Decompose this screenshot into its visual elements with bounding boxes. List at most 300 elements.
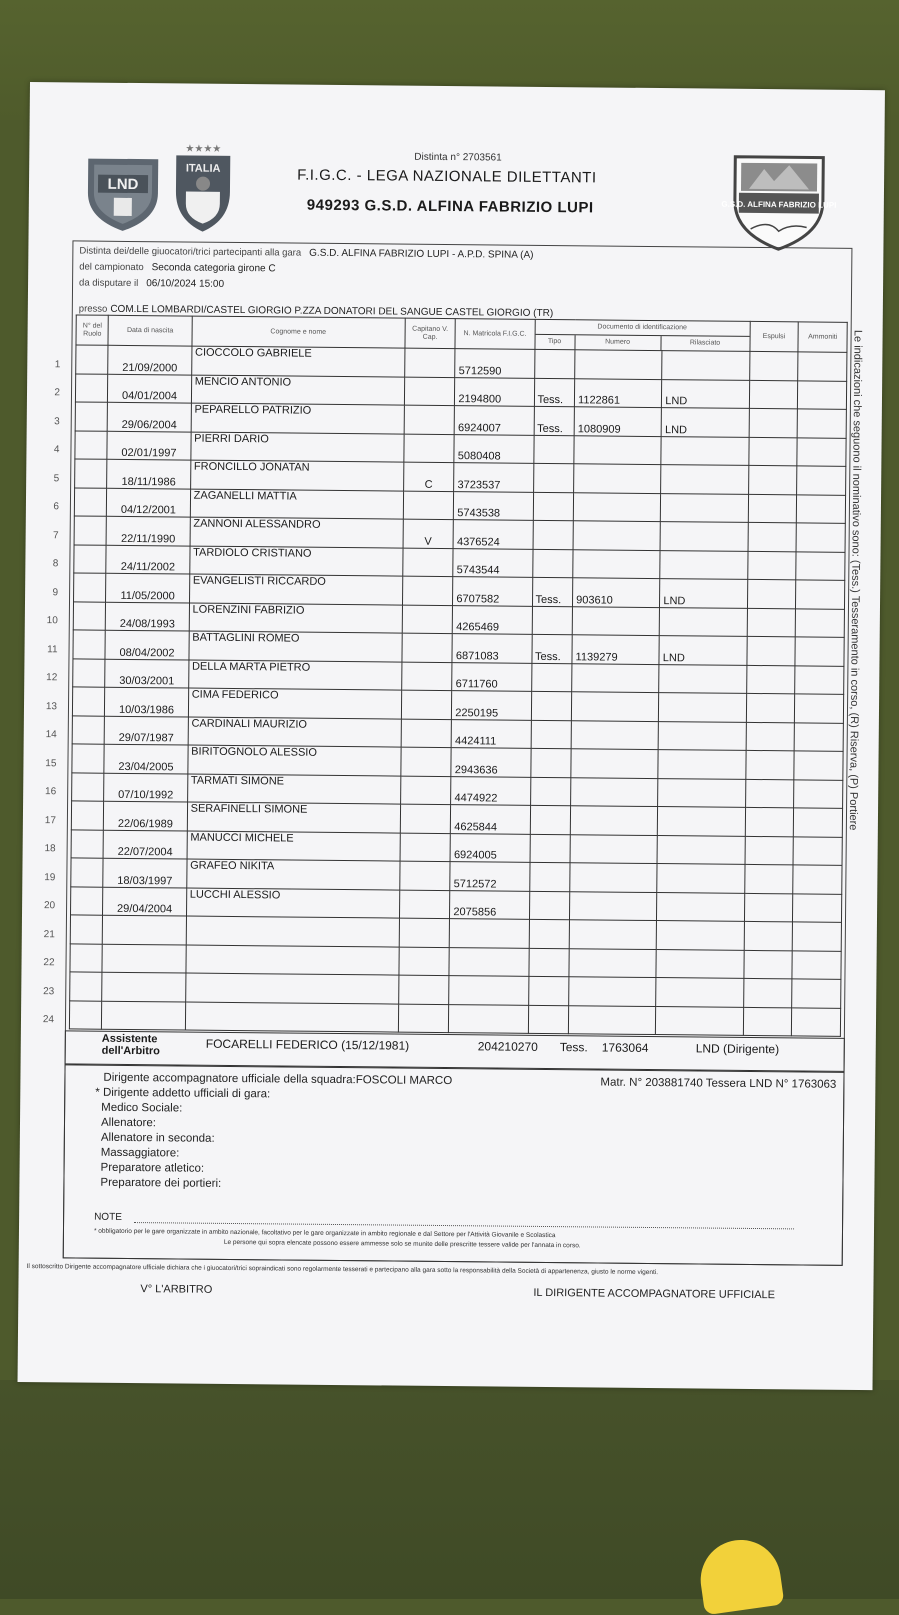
doc-numero [570, 834, 658, 863]
player-name: MANUCCI MICHELE [187, 831, 400, 862]
dirigente-signature-label: IL DIRIGENTE ACCOMPAGNATORE UFFICIALE [533, 1286, 776, 1302]
row-number: 7 [53, 529, 59, 542]
player-name: TARDIOLO CRISTIANO [189, 546, 402, 577]
matricola: 5080408 [454, 434, 533, 463]
allenatore2-line: Allenatore in seconda: [100, 1131, 215, 1145]
col-nome: Cognome e nome [192, 316, 405, 348]
ammoniti-cell [794, 808, 843, 837]
doc-tipo [530, 834, 571, 863]
captain-mark [399, 918, 450, 947]
player-name [185, 1002, 398, 1033]
doc-rilasciato [657, 892, 745, 921]
doc-tipo [530, 777, 571, 806]
matricola: 5743538 [454, 491, 533, 520]
captain-mark [404, 434, 455, 463]
matricola: 5712572 [450, 862, 529, 891]
birth-date: 18/03/1997 [103, 858, 186, 887]
rownum-cell [53, 487, 107, 516]
doc-tipo [528, 1005, 569, 1034]
ammoniti-cell [794, 751, 843, 780]
birth-date: 02/01/1997 [107, 431, 190, 460]
side-note: Le indicazioni che seguono il nominativo sono: (Tess.) Tesseramento in corso, (R) Riserva, (P) Portiere [846, 329, 864, 831]
allenatore-line: Allenatore: [100, 1116, 157, 1130]
fineprint-3: Il sottoscritto Dirigente accompagnatore ufficiale dichiara che i giuocatori/trici sopraindicati sono regolarmente tesserati e partecipano alla gara sotto la responsabilità della Società di appartenenza, giusto le norme vigenti. [26, 1263, 659, 1277]
matricola: 2943636 [451, 748, 530, 777]
rownum-cell [52, 544, 107, 573]
matricola: 6924005 [450, 833, 529, 862]
birth-date: 30/03/2001 [105, 659, 188, 688]
ammoniti-cell [798, 380, 847, 409]
rownum-cell [43, 886, 104, 915]
doc-tipo [533, 463, 574, 492]
ammoniti-cell [793, 836, 842, 865]
birth-date: 29/04/2004 [103, 887, 186, 916]
captain-mark [399, 861, 450, 890]
rownum-cell [45, 687, 105, 716]
player-name: EVANGELISTI RICCARDO [189, 574, 402, 605]
doc-tipo [531, 691, 572, 720]
doc-numero [570, 891, 658, 920]
row-number: 20 [43, 900, 56, 912]
matricola: 6707582 [453, 577, 532, 606]
doc-tipo [530, 805, 571, 834]
birth-date: 22/06/1989 [104, 801, 187, 830]
dirigente-line: Dirigente accompagnatore ufficiale della squadra:FOSCOLI MARCO [103, 1071, 453, 1088]
assistente-num: 1763064 [601, 1040, 649, 1055]
row-number: 5 [53, 472, 60, 485]
birth-date: 18/11/1986 [107, 459, 190, 488]
doc-tipo [531, 720, 572, 749]
row-number: 10 [46, 615, 58, 627]
ammoniti-cell [793, 893, 842, 922]
row-number: 14 [45, 729, 57, 741]
captain-mark [404, 405, 455, 434]
captain-mark [400, 833, 451, 862]
matricola: 3723537 [454, 463, 533, 492]
matricola: 2194800 [455, 377, 534, 406]
birth-date: 23/04/2005 [104, 744, 187, 773]
espulsi-cell [747, 579, 796, 608]
row-number: 3 [54, 415, 60, 428]
doc-numero [569, 920, 657, 949]
matricola [449, 976, 528, 1005]
players-table [42, 314, 848, 1036]
espulsi-cell [745, 779, 794, 808]
club-logo [721, 151, 837, 252]
espulsi-cell [743, 1007, 792, 1036]
birth-date: 07/10/1992 [104, 773, 187, 802]
captain-mark [401, 662, 452, 691]
doc-tipo: Tess. [534, 406, 575, 435]
doc-tipo [533, 492, 574, 521]
rownum-cell [54, 402, 108, 431]
captain-mark [403, 491, 454, 520]
ammoniti-cell [793, 865, 842, 894]
player-name: MENCIO ANTONIO [191, 375, 404, 406]
captain-mark: C [403, 462, 454, 491]
birth-date: 04/01/2004 [108, 374, 191, 403]
massaggiatore-line: Massaggiatore: [100, 1146, 180, 1160]
birth-date [102, 972, 185, 1001]
doc-numero [573, 521, 661, 550]
row-number: 17 [44, 814, 56, 827]
doc-rilasciato [659, 693, 747, 722]
birth-date: 29/06/2004 [108, 402, 191, 431]
captain-mark [400, 776, 451, 805]
captain-mark [401, 747, 452, 776]
matricola: 6711760 [452, 662, 531, 691]
doc-tipo: Tess. [532, 577, 573, 606]
player-name: DELLA MARTA PIETRO [188, 660, 401, 691]
row-number: 8 [52, 558, 59, 570]
captain-mark [402, 548, 453, 577]
birth-date: 21/09/2000 [108, 345, 191, 374]
espulsi-cell [744, 921, 793, 950]
doc-numero [571, 749, 659, 778]
doc-tipo [529, 862, 570, 891]
captain-mark [404, 377, 455, 406]
doc-tipo [531, 663, 572, 692]
col-ammoniti: Ammoniti [798, 322, 847, 352]
captain-mark [398, 975, 449, 1004]
rownum-cell [44, 858, 104, 887]
matricola: 2250195 [452, 691, 531, 720]
row-number: 23 [43, 985, 55, 998]
doc-numero [574, 464, 662, 493]
doc-rilasciato: LND [662, 379, 750, 408]
lnd-logo-text: LND [107, 175, 139, 194]
player-name: ZANNONI ALESSANDRO [190, 517, 403, 548]
rownum-cell [52, 573, 107, 602]
doc-numero [572, 663, 660, 692]
row-number: 18 [44, 843, 56, 855]
rownum-cell [43, 943, 103, 972]
espulsi-cell [743, 950, 792, 979]
doc-rilasciato [656, 949, 744, 978]
espulsi-cell [743, 978, 792, 1007]
espulsi-cell [745, 836, 794, 865]
col-tipo: Tipo [535, 335, 575, 349]
rownum-cell [42, 1000, 102, 1029]
campionato-value: Seconda categoria girone C [151, 262, 276, 275]
rownum-cell [54, 373, 108, 402]
gara-line: Distinta dei/delle giuocatori/trici partecipanti alla gara G.S.D. ALFINA FABRIZIO LUPI - A.P.D. SPINA (A) [79, 245, 534, 261]
rownum-cell [45, 772, 105, 801]
rownum-cell [54, 345, 109, 374]
ammoniti-cell [792, 950, 841, 979]
captain-mark [399, 890, 450, 919]
doc-numero [570, 863, 658, 892]
espulsi-cell [744, 893, 793, 922]
doc-numero: 1122861 [574, 378, 662, 407]
doc-tipo: Tess. [534, 378, 575, 407]
birth-date: 08/04/2002 [105, 630, 188, 659]
doc-numero [571, 720, 659, 749]
player-name: SERAFINELLI SIMONE [187, 802, 400, 833]
birth-date: 11/05/2000 [106, 573, 189, 602]
team-title: 949293 G.S.D. ALFINA FABRIZIO LUPI [306, 196, 594, 217]
matricola [450, 919, 529, 948]
espulsi-cell [744, 864, 793, 893]
doc-rilasciato [661, 465, 749, 494]
doc-tipo [529, 919, 570, 948]
player-name: LUCCHI ALESSIO [186, 888, 399, 919]
rownum-cell [45, 715, 105, 744]
ammoniti-cell [795, 694, 844, 723]
row-number: 16 [45, 786, 57, 798]
col-rilasciato: Rilasciato [689, 339, 721, 347]
espulsi-cell [747, 551, 796, 580]
birth-date: 22/07/2004 [104, 830, 187, 859]
captain-mark [398, 1004, 449, 1033]
ammoniti-cell [794, 779, 843, 808]
doc-rilasciato [660, 550, 748, 579]
doc-tipo [533, 520, 574, 549]
row-number: 11 [47, 643, 58, 656]
doc-rilasciato [662, 351, 750, 380]
portieri-line: Preparatore dei portieri: [100, 1176, 222, 1190]
captain-mark [401, 719, 452, 748]
rownum-cell [44, 829, 104, 858]
doc-numero: 1139279 [572, 635, 660, 664]
italia-logo [172, 141, 235, 234]
espulsi-cell [748, 522, 797, 551]
doc-rilasciato [658, 750, 746, 779]
birth-date: 04/12/2001 [107, 488, 190, 517]
matricola: 4265469 [453, 605, 532, 634]
doc-numero [570, 806, 658, 835]
doc-rilasciato [656, 1006, 744, 1035]
doc-numero [572, 606, 660, 635]
campionato-line: del campionato Seconda categoria girone C [79, 261, 276, 275]
player-name [185, 973, 398, 1004]
ammoniti-cell [792, 1007, 841, 1036]
ammoniti-cell [795, 608, 844, 637]
ammoniti-cell [795, 665, 844, 694]
player-name [186, 916, 399, 947]
ammoniti-cell [798, 352, 847, 381]
doc-numero [569, 948, 657, 977]
row-number: 24 [42, 1014, 55, 1026]
assistente-ril: LND (Dirigente) [695, 1041, 780, 1057]
player-name: LORENZINI FABRIZIO [189, 603, 402, 634]
col-ruolo: N° del Ruolo [76, 315, 109, 345]
rownum-cell [53, 516, 107, 545]
captain-mark [400, 804, 451, 833]
doc-tipo [532, 606, 573, 635]
assistente-mat: 204210270 [477, 1039, 538, 1054]
italia-logo-text: ITALIA [185, 162, 221, 175]
doc-tipo [532, 549, 573, 578]
matricola: 4625844 [451, 805, 530, 834]
player-name: GRAFEO NIKITA [186, 859, 399, 890]
doc-rilasciato: LND [659, 636, 747, 665]
rownum-cell [44, 801, 104, 830]
doc-rilasciato [658, 778, 746, 807]
matricola: 4376524 [453, 520, 532, 549]
ammoniti-cell [796, 551, 845, 580]
captain-mark [401, 690, 452, 719]
col-documento-label: Documento di identificazione [535, 320, 749, 337]
rownum-cell [43, 972, 103, 1001]
matricola: 6924007 [455, 406, 534, 435]
svg-text:★★★★: ★★★★ [185, 143, 222, 155]
col-numero: Numero [575, 335, 661, 350]
ammoniti-cell [797, 494, 846, 523]
row-number: 21 [43, 928, 55, 941]
data-value: 06/10/2024 15:00 [146, 278, 225, 290]
captain-mark [402, 576, 453, 605]
doc-rilasciato [658, 807, 746, 836]
player-name: BIRITOGNOLO ALESSIO [187, 745, 400, 776]
espulsi-cell [746, 722, 795, 751]
matricola: 6871083 [452, 634, 531, 663]
player-name: ZAGANELLI MATTIA [190, 489, 403, 520]
doc-numero [574, 435, 662, 464]
doc-tipo [530, 748, 571, 777]
doc-tipo [533, 435, 574, 464]
player-name: PIERRI DARIO [191, 432, 404, 463]
row-number: 9 [52, 586, 59, 599]
birth-date: 22/11/1990 [107, 516, 190, 545]
birth-date: 24/11/2002 [106, 545, 189, 574]
ammoniti-cell [792, 922, 841, 951]
doc-tipo: Tess. [531, 634, 572, 663]
captain-mark [404, 348, 455, 377]
ammoniti-cell [796, 523, 845, 552]
ammoniti-cell [797, 409, 846, 438]
figc-title: F.I.G.C. - LEGA NAZIONALE DILETTANTI [297, 166, 597, 187]
doc-rilasciato: LND [661, 408, 749, 437]
rownum-cell [45, 744, 105, 773]
espulsi-cell [745, 807, 794, 836]
doc-tipo [529, 891, 570, 920]
col-nascita: Data di nascita [108, 315, 191, 346]
col-espulsi: Espulsi [749, 321, 798, 351]
player-name: FRONCILLO JONATAN [190, 460, 403, 491]
doc-tipo [528, 976, 569, 1005]
ammoniti-cell [797, 466, 846, 495]
doc-numero [571, 692, 659, 721]
birth-date [103, 915, 186, 944]
lnd-logo [84, 153, 163, 234]
assistente-label: Assistente dell'Arbitro [101, 1032, 160, 1058]
espulsi-cell [749, 380, 798, 409]
medico-line: Medico Sociale: [101, 1101, 183, 1115]
matricola: 5712590 [455, 349, 534, 378]
note-label: NOTE [94, 1211, 122, 1223]
gara-value: G.S.D. ALFINA FABRIZIO LUPI - A.P.D. SPINA (A) [309, 247, 534, 261]
col-matricola: N. Matricola F.I.G.C. [455, 319, 534, 350]
presso-value: COM.LE LOMBARDI/CASTEL GIORGIO P.ZZA DONATORI DEL SANGUE CASTEL GIORGIO (TR) [110, 303, 554, 320]
espulsi-cell [746, 665, 795, 694]
row-number: 1 [54, 359, 61, 371]
doc-rilasciato [657, 864, 745, 893]
captain-mark [399, 947, 450, 976]
rownum-cell [47, 630, 106, 659]
ammoniti-cell [792, 979, 841, 1008]
matricola: 2075856 [450, 890, 529, 919]
doc-rilasciato [658, 721, 746, 750]
birth-date: 29/07/1987 [105, 716, 188, 745]
col-capitano: Capitano V. Cap. [405, 318, 456, 348]
doc-numero [568, 1005, 656, 1034]
birth-date [102, 944, 185, 973]
birth-date: 10/03/1986 [105, 687, 188, 716]
club-logo-text: G.S.D. ALFINA FABRIZIO LUPI [721, 199, 837, 210]
rownum-cell [46, 601, 106, 630]
fineprint-2: Le persone qui sopra elencate possono essere ammesse solo se munite delle prescritte tessere valide per l'annata in corso. [223, 1238, 581, 1250]
doc-rilasciato [661, 493, 749, 522]
rownum-cell [53, 459, 108, 488]
ammoniti-cell [797, 437, 846, 466]
player-name: BATTAGLINI ROMEO [189, 631, 402, 662]
doc-rilasciato [659, 664, 747, 693]
doc-rilasciato [660, 522, 748, 551]
espulsi-cell [748, 465, 797, 494]
preparatore-line: Preparatore atletico: [100, 1161, 205, 1175]
espulsi-cell [747, 608, 796, 637]
doc-tipo [534, 349, 575, 378]
doc-numero [573, 549, 661, 578]
birth-date [102, 1001, 185, 1030]
ammoniti-cell [796, 580, 845, 609]
arbitro-signature-label: V° L'ARBITRO [140, 1283, 213, 1296]
doc-tipo [528, 948, 569, 977]
espulsi-cell [749, 408, 798, 437]
espulsi-cell [746, 636, 795, 665]
staff-block [63, 1064, 845, 1265]
doc-rilasciato [657, 921, 745, 950]
player-name [186, 945, 399, 976]
assistente-tipo: Tess. [559, 1040, 588, 1055]
assistente-name: FOCARELLI FEDERICO (15/12/1981) [205, 1036, 410, 1053]
row-number: 22 [43, 957, 55, 969]
col-documento [534, 319, 749, 351]
distinta-number: Distinta n° 2703561 [414, 151, 502, 164]
rownum-cell [53, 430, 108, 459]
captain-mark [402, 605, 453, 634]
doc-numero [573, 492, 661, 521]
match-sheet [18, 82, 885, 1390]
doc-rilasciato [657, 835, 745, 864]
row-number: 2 [54, 387, 61, 399]
espulsi-cell [746, 693, 795, 722]
matricola: 4474922 [451, 776, 530, 805]
espulsi-cell [748, 494, 797, 523]
matricola: 4424111 [452, 719, 531, 748]
fineprint-1: * obbligatorio per le gare organizzate in ambito nazionale, facoltativo per le gare organizzate in ambito regionale e dal Settore per l'Attività Giovanile e Scolastica [93, 1227, 556, 1240]
player-name: PEPARELLO PATRIZIO [191, 403, 404, 434]
data-line: da disputare il 06/10/2024 15:00 [79, 277, 225, 290]
row-number: 13 [45, 700, 58, 713]
row-number: 12 [46, 672, 58, 684]
row-number: 15 [45, 757, 57, 770]
player-name: CIMA FEDERICO [188, 688, 401, 719]
presso-line: presso COM.LE LOMBARDI/CASTEL GIORGIO P.ZZA DONATORI DEL SANGUE CASTEL GIORGIO (TR) [78, 303, 554, 320]
ammoniti-cell [795, 637, 844, 666]
row-number: 19 [44, 871, 56, 884]
player-name: CARDINALI MAURIZIO [188, 717, 401, 748]
dirigente-matr: Matr. N° 203881740 Tessera LND N° 1763063 [600, 1076, 837, 1091]
rownum-cell [46, 658, 106, 687]
doc-numero: 903610 [573, 578, 661, 607]
doc-numero [569, 977, 657, 1006]
espulsi-cell [749, 351, 798, 380]
matricola [449, 947, 528, 976]
espulsi-cell [748, 437, 797, 466]
doc-numero: 1080909 [574, 407, 662, 436]
